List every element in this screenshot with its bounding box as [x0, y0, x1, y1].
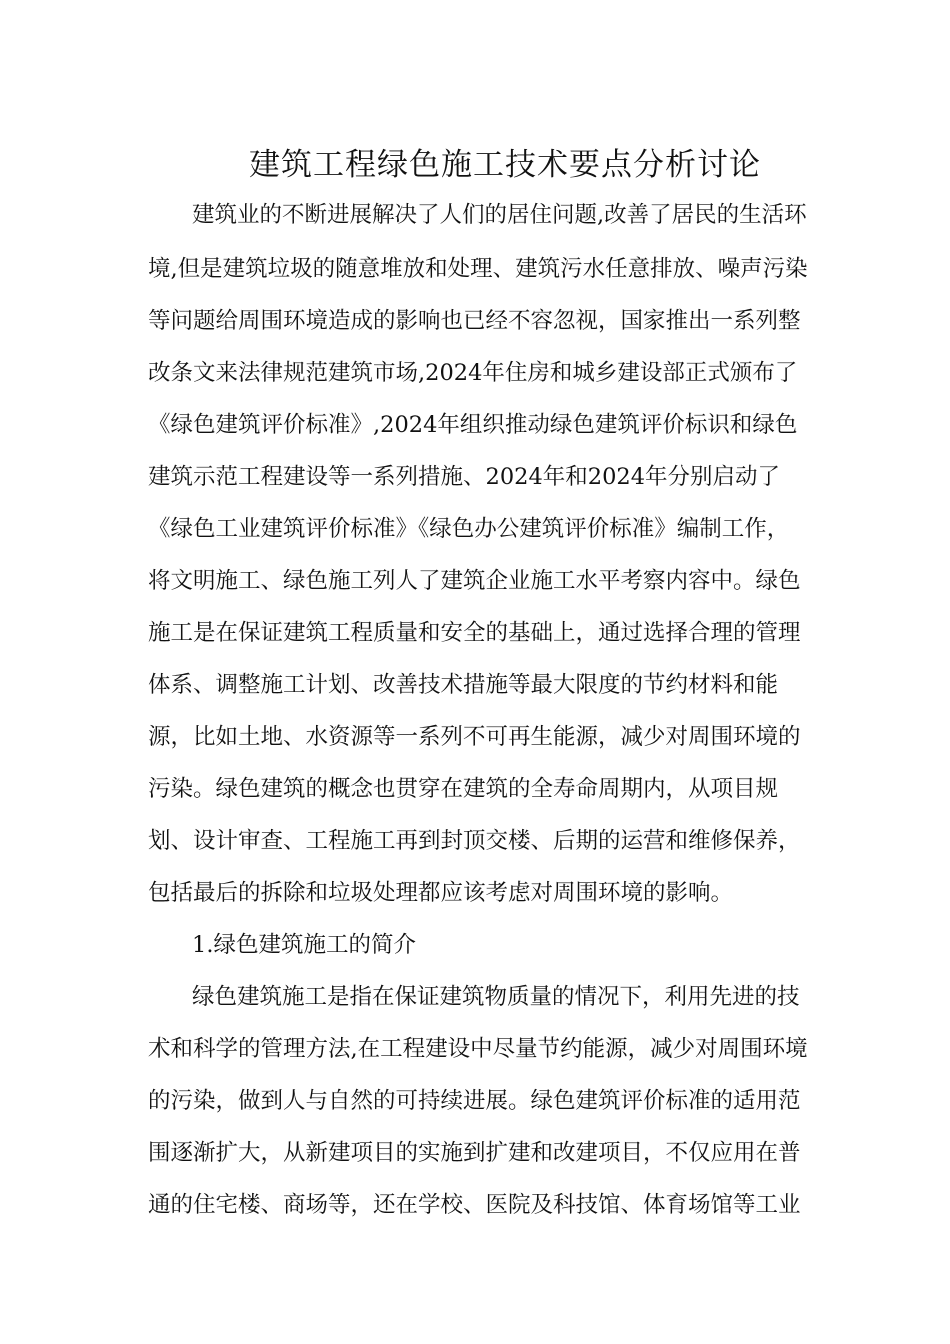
paragraph-1-line-13: 划、设计审查、工程施工再到封顶交楼、后期的运营和维修保养， — [148, 828, 801, 854]
paragraph-1-line-3: 等问题给周围环境造成的影响也已经不容忽视，国家推出一系列整 — [148, 308, 801, 334]
section-heading: 1.绿色建筑施工的简介 — [192, 932, 416, 958]
paragraph-1-line-8: 将文明施工、绿色施工列人了建筑企业施工水平考察内容中。绿色 — [148, 568, 801, 594]
paragraph-1-line-10: 体系、调整施工计划、改善技术措施等最大限度的节约材料和能 — [148, 672, 779, 698]
paragraph-2-line-5: 通的住宅楼、商场等，还在学校、医院及科技馆、体育场馆等工业 — [148, 1192, 801, 1218]
paragraph-2-line-3: 的污染，做到人与自然的可持续进展。绿色建筑评价标准的适用范 — [148, 1088, 801, 1114]
paragraph-2-line-4: 围逐渐扩大，从新建项目的实施到扩建和改建项目，不仅应用在普 — [148, 1140, 801, 1166]
paragraph-1-line-7: 《绿色工业建筑评价标准》《绿色办公建筑评价标准》编制工作， — [148, 516, 790, 542]
paragraph-2-line-1: 绿色建筑施工是指在保证建筑物质量的情况下，利用先进的技 — [192, 984, 800, 1010]
document-title: 建筑工程绿色施工技术要点分析讨论 — [249, 146, 761, 183]
paragraph-1-line-11: 源，比如土地、水资源等一系列不可再生能源，减少对周围环境的 — [148, 724, 801, 750]
paragraph-1-line-14: 包括最后的拆除和垃圾处理都应该考虑对周围环境的影响。 — [148, 880, 734, 906]
paragraph-2-line-2: 术和科学的管理方法,在工程建设中尽量节约能源，减少对周围环境 — [148, 1036, 808, 1062]
paragraph-1-line-5: 《绿色建筑评价标准》,2024年组织推动绿色建筑评价标识和绿色 — [148, 412, 798, 438]
paragraph-1-line-9: 施工是在保证建筑工程质量和安全的基础上，通过选择合理的管理 — [148, 620, 801, 646]
paragraph-1-line-12: 污染。绿色建筑的概念也贯穿在建筑的全寿命周期内，从项目规 — [148, 776, 779, 802]
paragraph-1-line-4: 改条文来法律规范建筑市场,2024年住房和城乡建设部正式颁布了 — [148, 360, 798, 386]
paragraph-1-line-1: 建筑业的不断进展解决了人们的居住问题,改善了居民的生活环 — [192, 202, 807, 228]
paragraph-1-line-6: 建筑示范工程建设等一系列措施、2024年和2024年分别启动了 — [148, 464, 781, 490]
paragraph-1-line-2: 境,但是建筑垃圾的随意堆放和处理、建筑污水任意排放、噪声污染 — [148, 256, 808, 282]
